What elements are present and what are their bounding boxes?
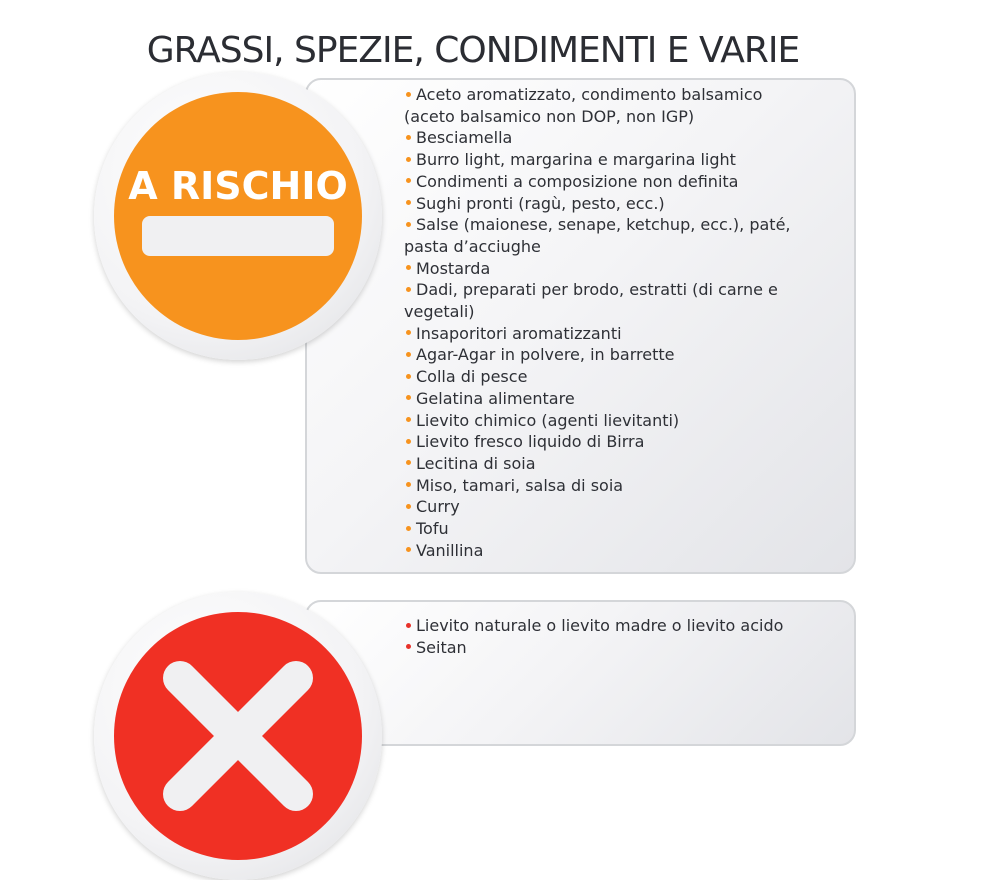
list-item: Sughi pronti (ragù, pesto, ecc.) bbox=[404, 193, 804, 215]
risk-label: A RISCHIO bbox=[128, 164, 348, 208]
forbidden-items-list bbox=[404, 615, 804, 658]
bullet-icon bbox=[406, 460, 411, 465]
list-item: Mostarda bbox=[404, 258, 804, 280]
list-item: Gelatina alimentare bbox=[404, 388, 804, 410]
list-item: Lecitina di soia bbox=[404, 453, 804, 475]
list-item: Agar-Agar in polvere, in barrette bbox=[404, 344, 804, 366]
list-item: Vanillina bbox=[404, 540, 804, 562]
bullet-icon bbox=[406, 200, 411, 205]
risk-sign bbox=[94, 72, 382, 360]
list-item: Curry bbox=[404, 496, 804, 518]
list-item: Insaporitori aromatizzanti bbox=[404, 323, 804, 345]
bullet-icon bbox=[406, 92, 411, 97]
forbidden-sign bbox=[94, 592, 382, 880]
bullet-icon bbox=[406, 374, 411, 379]
forbidden-disc bbox=[114, 612, 362, 860]
bullet-icon bbox=[406, 287, 411, 292]
bullet-icon bbox=[406, 178, 411, 183]
list-item: Aceto aromatizzato, condimento balsamico (aceto balsamico non DOP, non IGP) bbox=[404, 85, 763, 126]
list-item: Lievito chimico (agenti lievitanti) bbox=[404, 410, 804, 432]
list-item: Salse (maionese, senape, ketchup, ecc.), paté, pasta d’acciughe bbox=[404, 215, 791, 256]
risk-items-list bbox=[404, 84, 804, 561]
list-item: Lievito fresco liquido di Birra bbox=[404, 431, 804, 453]
list-item: Seitan bbox=[404, 637, 804, 659]
bullet-icon bbox=[406, 417, 411, 422]
bullet-icon bbox=[406, 644, 411, 649]
bullet-icon bbox=[406, 439, 411, 444]
bullet-icon bbox=[406, 623, 411, 628]
bullet-icon bbox=[406, 504, 411, 509]
list-item: Miso, tamari, salsa di soia bbox=[404, 475, 804, 497]
list-item: Colla di pesce bbox=[404, 366, 804, 388]
bullet-icon bbox=[406, 547, 411, 552]
list-item: Tofu bbox=[404, 518, 804, 540]
list-item: Burro light, margarina e margarina light bbox=[404, 149, 804, 171]
bullet-icon bbox=[406, 482, 411, 487]
cross-icon bbox=[158, 656, 318, 816]
bullet-icon bbox=[406, 526, 411, 531]
bullet-icon bbox=[406, 265, 411, 270]
page-title: GRASSI, SPEZIE, CONDIMENTI E VARIE bbox=[146, 30, 800, 72]
list-item: Dadi, preparati per brodo, estratti (di carne e vegetali) bbox=[404, 280, 778, 322]
bullet-icon bbox=[406, 395, 411, 400]
bullet-icon bbox=[406, 352, 411, 357]
list-item: Lievito naturale o lievito madre o lievito acido bbox=[404, 615, 804, 637]
bullet-icon bbox=[406, 157, 411, 162]
no-entry-icon bbox=[114, 92, 362, 340]
list-item: Besciamella bbox=[404, 127, 804, 149]
bullet-icon bbox=[406, 135, 411, 140]
no-entry-bar bbox=[142, 216, 334, 256]
bullet-icon bbox=[406, 330, 411, 335]
bullet-icon bbox=[406, 222, 411, 227]
list-item: Condimenti a composizione non definita bbox=[404, 171, 804, 193]
